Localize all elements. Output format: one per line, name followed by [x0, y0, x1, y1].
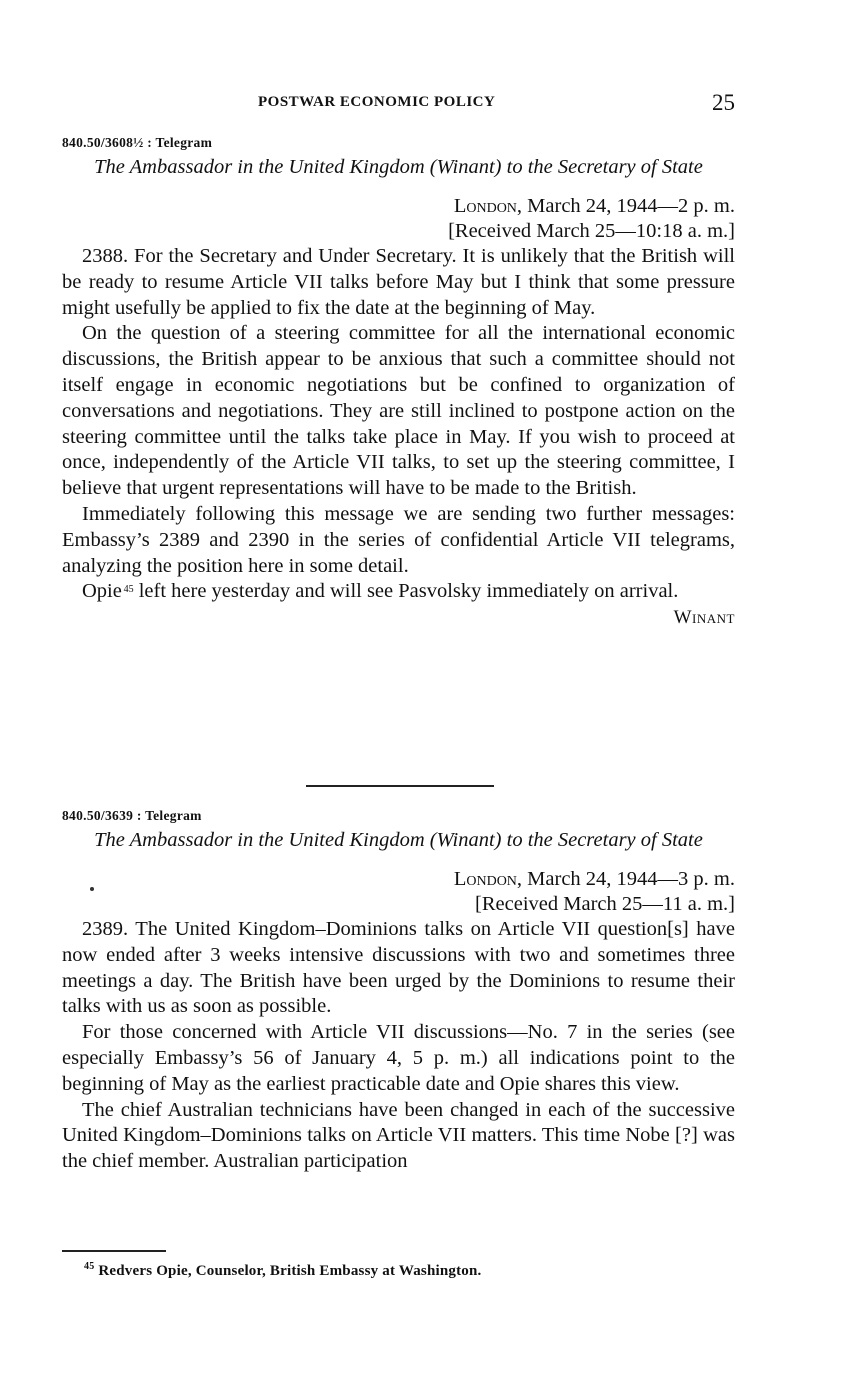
running-head: POSTWAR ECONOMIC POLICY	[258, 94, 496, 110]
date: March 24, 1944—3 p. m.	[522, 868, 735, 890]
file-reference: 840.50/3608½ : Telegram	[62, 135, 213, 150]
paragraph-text: Opie	[82, 580, 122, 603]
telegram-body	[62, 917, 735, 1175]
received-note: [Received March 25—10:18 a. m.]	[448, 220, 735, 242]
page-number: 25	[712, 90, 735, 115]
telegram-body	[62, 244, 735, 605]
section-separator	[306, 785, 494, 787]
document-1	[62, 135, 735, 629]
paragraph: On the question of a steering committee for all the international economic discussions, the British appear to be anxious that such a committee should not itself engage in economic negotiations but be confined to organization of conversations and negotiations. They are still inclined to postpone action on the steering committee until the talks take place in May. If you wish to proceed at once, independently of the Article VII talks, to set up the steering committee, I believe that urgent representations will have to be made to the British.	[62, 322, 735, 500]
received-note: [Received March 25—11 a. m.]	[475, 893, 735, 915]
paragraph	[62, 579, 735, 605]
dateline	[62, 867, 735, 917]
page-header	[62, 90, 735, 118]
paragraph: For those concerned with Article VII discussions—No. 7 in the series (see especially Embassy’s 56 of January 4, 5 p. m.) all indications point to the beginning of May as the earliest practicable date and Opie shares this view.	[62, 1021, 735, 1095]
signature: Winant	[673, 607, 735, 629]
paragraph: 2388. For the Secretary and Under Secretary. It is unlikely that the British will be ready to resume Article VII talks before May but I think that some pressure might usefully be applied to fix the date at the beginning of May.	[62, 245, 735, 319]
print-speck	[90, 887, 94, 891]
document-title: The Ambassador in the United Kingdom (Winant) to the Secretary of State	[94, 156, 703, 178]
file-reference: 840.50/3639 : Telegram	[62, 808, 202, 823]
paragraph: 2389. The United Kingdom–Dominions talks on Article VII question[s] have now ended after 3 weeks intensive discussions with two and sometimes three meetings a day. The British have been urged by the Dominions to resume their talks with us as soon as possible.	[62, 918, 735, 1018]
document-title: The Ambassador in the United Kingdom (Winant) to the Secretary of State	[94, 829, 703, 851]
place: London,	[453, 195, 523, 217]
footnote-reference: 45	[123, 584, 134, 596]
date: March 24, 1944—2 p. m.	[522, 195, 735, 217]
footnote-text: Redvers Opie, Counselor, British Embassy at Washington.	[94, 1263, 482, 1279]
paragraph: Immediately following this message we are sending two further messages: Embassy’s 2389 and 2390 in the series of confidential Article VII telegrams, analyzing the position here in some detail.	[62, 502, 735, 577]
paragraph: The chief Australian technicians have been changed in each of the successive United Kingdom–Dominions talks on Article VII matters. This time Nobe [?] was the chief member. Australian participation	[62, 1098, 735, 1173]
footnote-mark: 45	[84, 1261, 95, 1272]
paragraph-text: left here yesterday and will see Pasvolsky immediately on arrival.	[133, 580, 679, 603]
document-2	[62, 808, 735, 1175]
footnote-rule	[62, 1250, 166, 1252]
footnote	[84, 1263, 482, 1280]
dateline	[62, 194, 735, 244]
place: London,	[453, 868, 523, 890]
